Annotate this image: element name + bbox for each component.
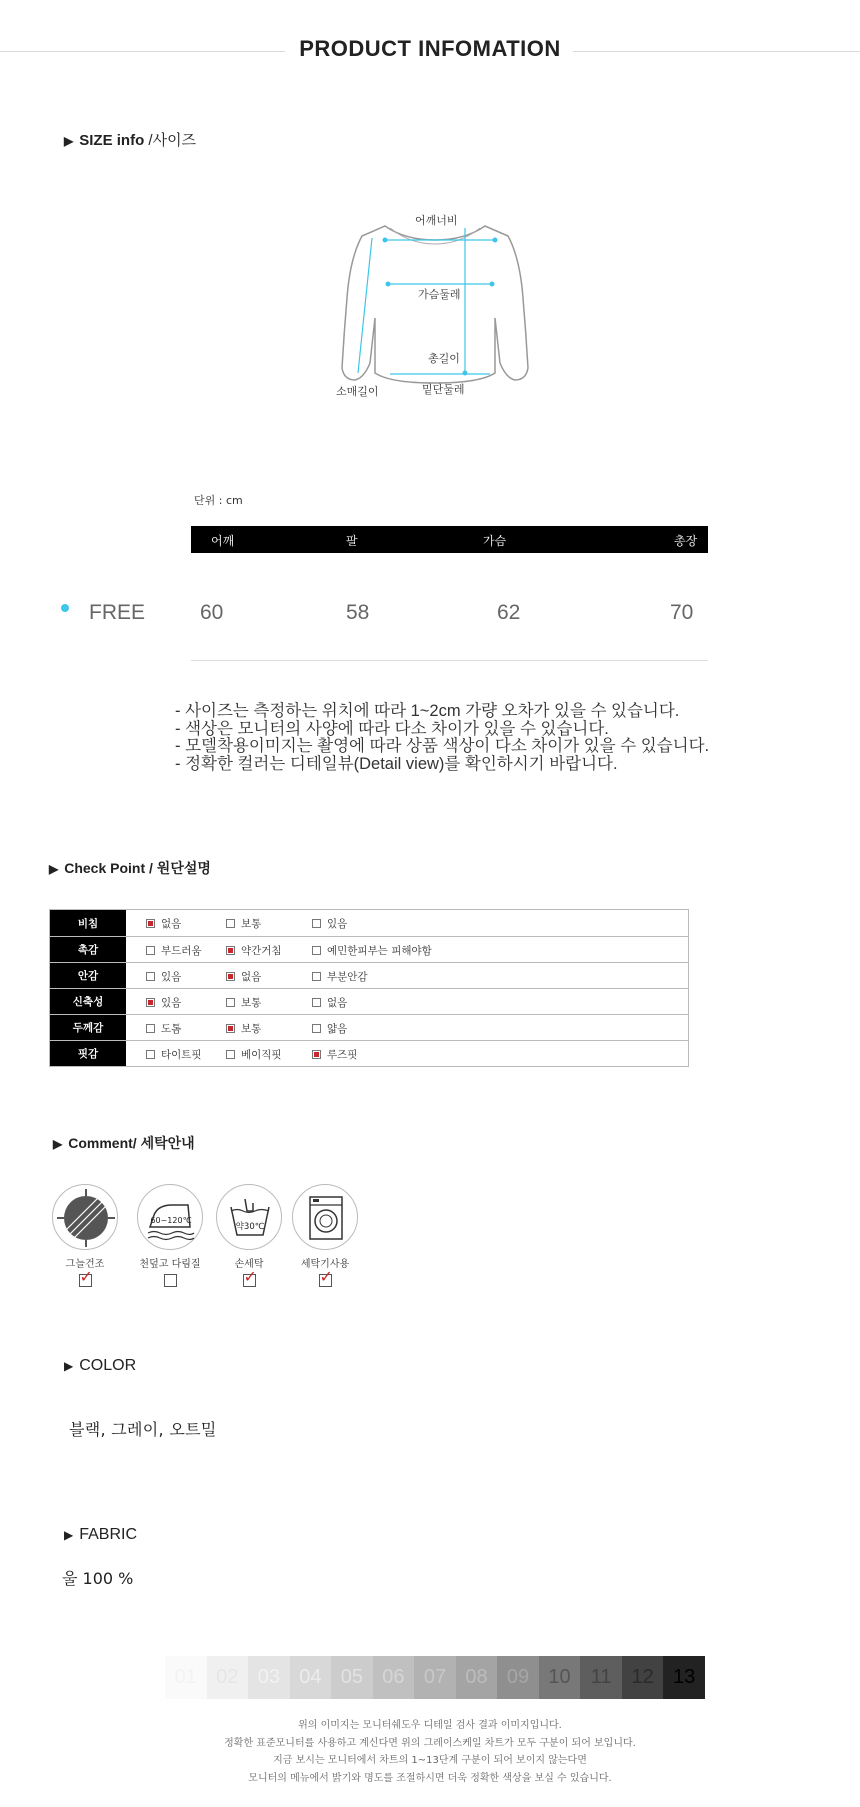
size-label: FREE bbox=[89, 601, 146, 624]
grayscale-step: 13 bbox=[663, 1656, 705, 1699]
option-label: 루즈핏 bbox=[327, 1049, 358, 1061]
grayscale-note: 정확한 표준모니터를 사용하고 계신다면 위의 그레이스케일 차트가 모두 구분이 되어 보입니다. bbox=[224, 1737, 636, 1749]
grayscale-note: 위의 이미지는 모니터쉐도우 디테일 검사 결과 이미지입니다. bbox=[298, 1720, 562, 1731]
option-label: 보통 bbox=[241, 918, 262, 930]
checkpoint-options bbox=[126, 989, 688, 1014]
unit-label: 단위 : cm bbox=[194, 494, 243, 507]
care-label: 세탁기사용 bbox=[300, 1259, 350, 1270]
checkpoint-row bbox=[50, 1014, 688, 1040]
care-checkbox bbox=[243, 1274, 256, 1287]
checkpoint-table bbox=[49, 909, 689, 1067]
label-length: 총길이 bbox=[428, 352, 460, 365]
triangle-icon: ▶ bbox=[64, 1359, 74, 1373]
option-label: 부드러움 bbox=[161, 945, 202, 957]
fabric-section-title: ▶ FABRIC bbox=[64, 1526, 138, 1543]
size-value-arm: 58 bbox=[346, 601, 370, 624]
checkbox bbox=[226, 946, 235, 955]
col-chest: 가슴 bbox=[483, 534, 507, 548]
checkpoint-option bbox=[146, 1047, 202, 1062]
checkpoint-key: 핏감 bbox=[50, 1041, 126, 1066]
option-label: 있음 bbox=[161, 971, 182, 983]
label-chest: 가슴둘레 bbox=[418, 288, 461, 301]
shade-dry-icon bbox=[52, 1184, 118, 1250]
color-value: 블랙, 그레이, 오트밀 bbox=[69, 1420, 217, 1439]
care-item-washing-machine bbox=[292, 1184, 358, 1287]
label-shoulder: 어깨너비 bbox=[415, 214, 458, 227]
checkbox bbox=[226, 972, 235, 981]
checkpoint-options bbox=[126, 910, 688, 936]
note-line: - 사이즈는 측정하는 위치에 따라 1~2cm 가량 오차가 있을 수 있습니다. bbox=[175, 702, 680, 720]
note-line: - 색상은 모니터의 사양에 따라 다소 차이가 있을 수 있습니다. bbox=[175, 719, 609, 738]
checkbox bbox=[312, 998, 321, 1007]
option-label: 없음 bbox=[327, 997, 348, 1009]
size-diagram bbox=[330, 208, 540, 403]
label-sleeve: 소매길이 bbox=[336, 385, 379, 398]
checkbox bbox=[146, 1024, 155, 1033]
care-checkbox bbox=[79, 1274, 92, 1287]
fabric-value: 울 100 % bbox=[62, 1569, 134, 1588]
checkpoint-option bbox=[312, 916, 347, 931]
checkbox bbox=[146, 998, 155, 1007]
checkpoint-option bbox=[226, 943, 282, 958]
size-table-header bbox=[191, 526, 708, 553]
checkpoint-key: 안감 bbox=[50, 963, 126, 988]
triangle-icon: ▶ bbox=[64, 134, 74, 148]
checkpoint-section-title: ▶ Check Point / 원단설명 bbox=[49, 860, 211, 876]
washing-machine-icon bbox=[292, 1184, 358, 1250]
option-label: 베이직핏 bbox=[241, 1049, 282, 1061]
checkpoint-options bbox=[126, 1041, 688, 1066]
checkpoint-option bbox=[226, 995, 261, 1010]
checkbox bbox=[226, 998, 235, 1007]
svg-text:60~120℃: 60~120℃ bbox=[150, 1216, 192, 1225]
checkpoint-row bbox=[50, 1040, 688, 1066]
care-item-shade-dry bbox=[52, 1184, 118, 1287]
checkbox bbox=[146, 946, 155, 955]
grayscale-step: 10 bbox=[539, 1656, 581, 1699]
checkbox bbox=[312, 919, 321, 928]
option-label: 얇음 bbox=[327, 1023, 348, 1035]
col-arm: 팔 bbox=[346, 534, 358, 548]
size-value-chest: 62 bbox=[497, 601, 521, 624]
checkpoint-key: 두께감 bbox=[50, 1015, 126, 1040]
col-length: 총장 bbox=[674, 534, 698, 548]
checkpoint-option bbox=[312, 1047, 357, 1062]
grayscale-step: 05 bbox=[331, 1656, 373, 1699]
checkpoint-key: 비침 bbox=[50, 910, 126, 936]
checkbox bbox=[312, 1024, 321, 1033]
grayscale-step: 07 bbox=[414, 1656, 456, 1699]
size-value-length: 70 bbox=[670, 601, 694, 624]
size-notes bbox=[175, 703, 709, 773]
checkpoint-option bbox=[312, 943, 432, 958]
option-label: 보통 bbox=[241, 1023, 262, 1035]
grayscale-step: 03 bbox=[248, 1656, 290, 1699]
checkpoint-option bbox=[146, 1021, 181, 1036]
grayscale-step: 12 bbox=[622, 1656, 664, 1699]
checkbox bbox=[312, 1050, 321, 1059]
option-label: 도톰 bbox=[161, 1023, 182, 1035]
care-checkbox bbox=[319, 1274, 332, 1287]
option-label: 없음 bbox=[241, 971, 262, 983]
checkbox bbox=[146, 1050, 155, 1059]
grayscale-step: 08 bbox=[456, 1656, 498, 1699]
checkbox bbox=[226, 1050, 235, 1059]
option-label: 보통 bbox=[241, 997, 262, 1009]
sweater-illustration bbox=[330, 208, 540, 403]
checkpoint-options bbox=[126, 937, 688, 962]
grayscale-notes bbox=[0, 1717, 860, 1787]
checkpoint-row bbox=[50, 988, 688, 1014]
care-label: 천덮고 다림질 bbox=[139, 1259, 201, 1270]
option-label: 예민한피부는 피해야함 bbox=[327, 945, 432, 957]
checkpoint-options bbox=[126, 963, 688, 988]
care-label: 그늘건조 bbox=[65, 1259, 105, 1270]
checkpoint-options bbox=[126, 1015, 688, 1040]
checkpoint-row bbox=[50, 962, 688, 988]
size-section-title: ▶ SIZE info /사이즈 bbox=[64, 132, 197, 149]
page-title: PRODUCT INFOMATION bbox=[0, 36, 860, 62]
grayscale-note: 모니터의 메뉴에서 밝기와 명도를 조절하시면 더욱 정확한 색상을 보실 수 있습니다. bbox=[248, 1772, 612, 1784]
checkpoint-row bbox=[50, 936, 688, 962]
bullet-icon bbox=[61, 604, 69, 612]
checkpoint-option bbox=[146, 995, 181, 1010]
checkpoint-option bbox=[312, 1021, 347, 1036]
triangle-icon: ▶ bbox=[64, 1528, 74, 1542]
checkpoint-option bbox=[226, 1021, 261, 1036]
note-line: - 정확한 컬러는 디테일뷰(Detail view)를 확인하시기 바랍니다. bbox=[175, 754, 618, 773]
grayscale-note: 지금 보시는 모니터에서 차트의 1~13단계 구분이 되어 보이지 않는다면 bbox=[273, 1755, 587, 1766]
checkpoint-row bbox=[50, 910, 688, 936]
option-label: 타이트핏 bbox=[161, 1049, 202, 1061]
checkbox bbox=[146, 972, 155, 981]
grayscale-step: 01 bbox=[165, 1656, 207, 1699]
option-label: 약간거침 bbox=[241, 945, 282, 957]
checkpoint-option bbox=[226, 1047, 282, 1062]
grayscale-chart bbox=[165, 1656, 705, 1699]
label-hem: 밑단둘레 bbox=[422, 383, 465, 396]
checkpoint-option bbox=[312, 995, 347, 1010]
grayscale-step: 11 bbox=[580, 1656, 622, 1699]
checkbox bbox=[312, 972, 321, 981]
hand-wash-icon bbox=[216, 1184, 282, 1250]
checkbox bbox=[146, 919, 155, 928]
col-shoulder: 어깨 bbox=[211, 534, 235, 548]
comment-section-title: ▶ Comment/ 세탁안내 bbox=[53, 1135, 195, 1151]
checkpoint-option bbox=[146, 943, 202, 958]
checkpoint-option bbox=[146, 916, 181, 931]
checkbox bbox=[226, 1024, 235, 1033]
care-checkbox bbox=[164, 1274, 177, 1287]
care-item-hand-wash bbox=[216, 1184, 282, 1287]
color-section-title: ▶ COLOR bbox=[64, 1357, 137, 1374]
note-line: - 모델착용이미지는 촬영에 따라 상품 색상이 다소 차이가 있을 수 있습니다. bbox=[175, 737, 710, 755]
option-label: 있음 bbox=[327, 918, 348, 930]
checkpoint-option bbox=[226, 916, 261, 931]
checkpoint-key: 신축성 bbox=[50, 989, 126, 1014]
iron-icon bbox=[137, 1184, 203, 1250]
grayscale-step: 09 bbox=[497, 1656, 539, 1699]
size-value-shoulder: 60 bbox=[200, 601, 224, 624]
checkpoint-option bbox=[226, 969, 261, 984]
option-label: 없음 bbox=[161, 918, 182, 930]
option-label: 부분안감 bbox=[327, 971, 368, 983]
svg-text:약30℃: 약30℃ bbox=[235, 1222, 265, 1232]
row-divider bbox=[191, 660, 708, 661]
triangle-icon: ▶ bbox=[53, 1137, 63, 1151]
checkbox bbox=[312, 946, 321, 955]
grayscale-step: 06 bbox=[373, 1656, 415, 1699]
care-item-iron bbox=[137, 1184, 203, 1287]
checkpoint-option bbox=[312, 969, 368, 984]
care-label: 손세탁 bbox=[234, 1259, 264, 1270]
grayscale-step: 02 bbox=[207, 1656, 249, 1699]
checkpoint-option bbox=[146, 969, 181, 984]
checkbox bbox=[226, 919, 235, 928]
grayscale-step: 04 bbox=[290, 1656, 332, 1699]
option-label: 있음 bbox=[161, 997, 182, 1009]
checkpoint-key: 촉감 bbox=[50, 937, 126, 962]
triangle-icon: ▶ bbox=[49, 862, 59, 876]
